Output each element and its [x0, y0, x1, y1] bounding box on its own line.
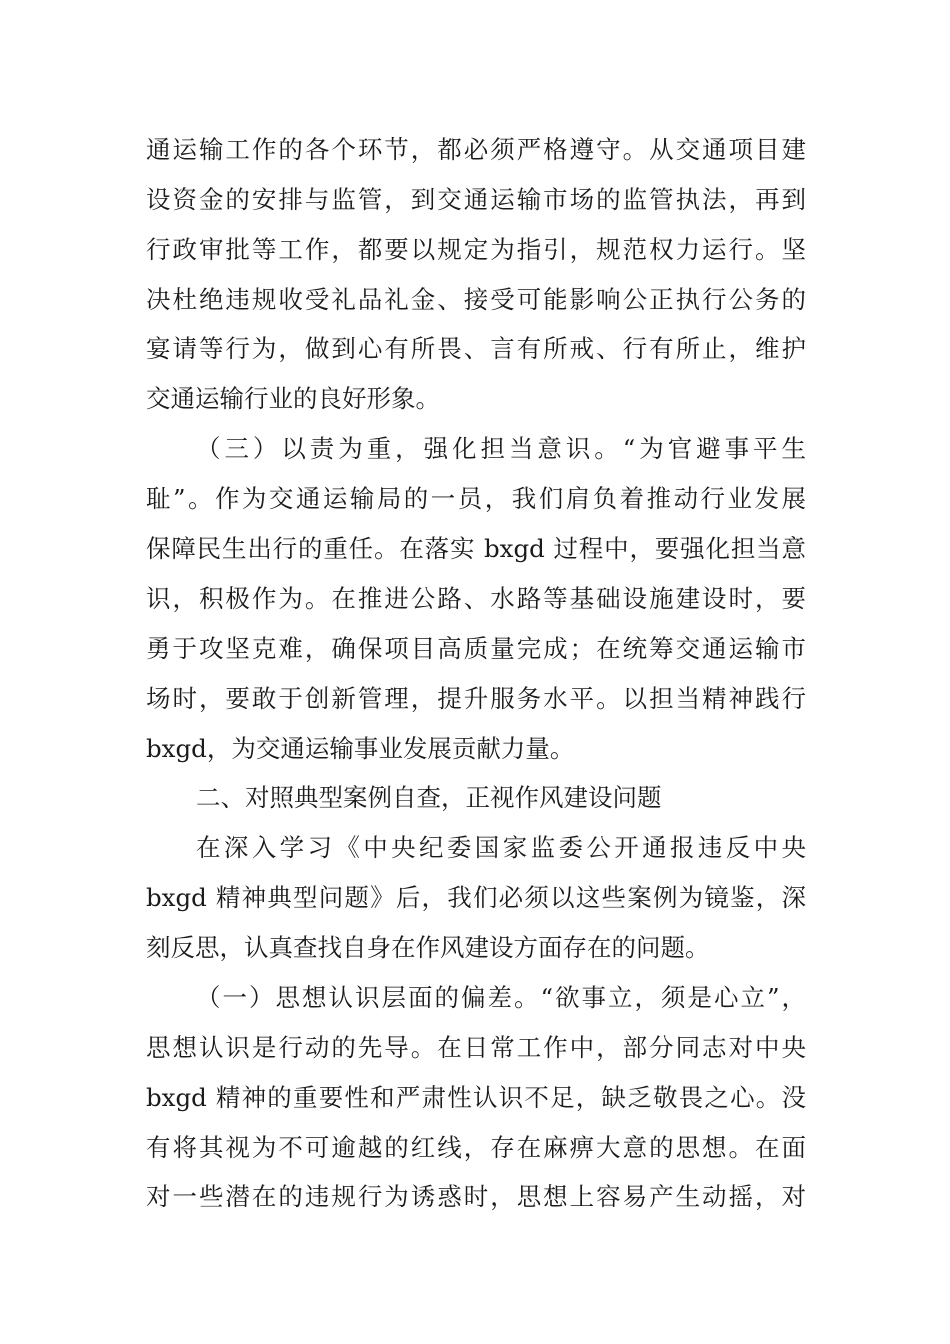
body-text-line: 对一些潜在的违规行为诱惑时，思想上容易产生动摇，对 [146, 1182, 806, 1211]
body-text-line: 设资金的安排与监管，到交通运输市场的监管执法，再到 [146, 185, 806, 214]
section-heading: 二、对照典型案例自查，正视作风建设问题 [196, 783, 662, 812]
body-text-line: 识，积极作为。在推进公路、水路等基础设施建设时，要 [146, 584, 806, 613]
paragraph-heading-line: （一）思想认识层面的偏差。“欲事立，须是心立”， [196, 983, 806, 1012]
body-text-line: 刻反思，认真查找自身在作风建设方面存在的问题。 [146, 933, 710, 962]
body-text-line: 决杜绝违规收受礼品礼金、接受可能影响公正执行公务的 [146, 285, 806, 314]
body-text-line: bxgd 精神的重要性和严肃性认识不足，缺乏敬畏之心。没 [146, 1083, 806, 1112]
paragraph-heading-line: （三）以责为重，强化担当意识。“为官避事平生 [196, 434, 806, 463]
body-text-line: 保障民生出行的重任。在落实 bxgd 过程中，要强化担当意 [146, 534, 806, 563]
body-text-line: 思想认识是行动的先导。在日常工作中，部分同志对中央 [146, 1033, 806, 1062]
body-text-line: 勇于攻坚克难，确保项目高质量完成；在统筹交通运输市 [146, 634, 806, 663]
body-text-line: 交通运输行业的良好形象。 [146, 384, 440, 413]
body-text-line: 有将其视为不可逾越的红线，存在麻痹大意的思想。在面 [146, 1133, 806, 1162]
body-text-line: bxgd 精神典型问题》后，我们必须以这些案例为镜鉴，深 [146, 883, 806, 912]
body-text-line: 行政审批等工作，都要以规定为指引，规范权力运行。坚 [146, 235, 806, 264]
body-text-line: 场时，要敢于创新管理，提升服务水平。以担当精神践行 [146, 684, 806, 713]
body-text-line: bxgd，为交通运输事业发展贡献力量。 [146, 734, 575, 763]
body-text-line: 宴请等行为，做到心有所畏、言有所戒、行有所止，维护 [146, 334, 806, 363]
body-text-line: 在深入学习《中央纪委国家监委公开通报违反中央 [196, 833, 806, 862]
body-text-line: 通运输工作的各个环节，都必须严格遵守。从交通项目建 [146, 135, 806, 164]
body-text-line: 耻”。作为交通运输局的一员，我们肩负着推动行业发展 [146, 484, 806, 513]
